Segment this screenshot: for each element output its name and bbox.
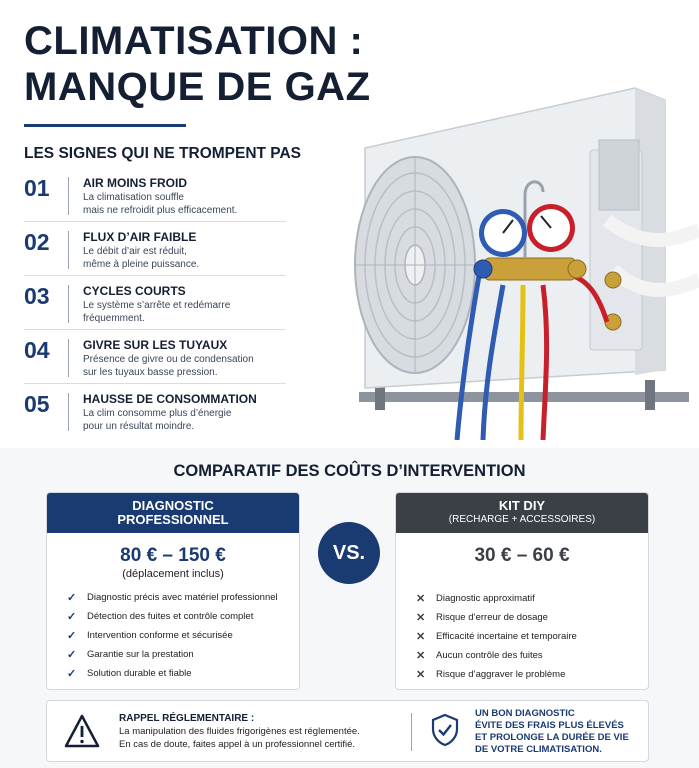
sign-item xyxy=(24,276,286,330)
sign-number: 05 xyxy=(24,391,50,417)
sign-desc-line: Le débit d’air est réduit, xyxy=(83,246,187,257)
sign-item xyxy=(24,168,286,222)
sign-number: 01 xyxy=(24,175,50,201)
pro-card-title-line: DIAGNOSTIC xyxy=(132,498,214,513)
check-icon: ✓ xyxy=(67,592,77,604)
yellow-hose xyxy=(521,285,523,440)
notice-line: La manipulation des fluides frigorigènes est réglementée. xyxy=(119,726,360,737)
signs-list xyxy=(24,168,286,438)
notice-line: En cas de doute, faites appel à un professionnel certifié. xyxy=(119,739,356,750)
cross-icon: ✕ xyxy=(416,650,426,662)
pro-price: 80 € – 150 € xyxy=(120,545,226,566)
connection-box xyxy=(599,140,639,210)
pro-price-note: (déplacement inclus) xyxy=(122,568,224,580)
list-item: ✓ Détection des fuites et contrôle complet xyxy=(67,611,254,623)
sign-number: 04 xyxy=(24,337,50,363)
vs-badge: VS. xyxy=(318,522,380,584)
check-icon: ✓ xyxy=(67,668,77,680)
sign-title: GIVRE SUR LES TUYAUX xyxy=(83,338,228,352)
sign-item xyxy=(24,330,286,384)
sign-desc-line: La clim consomme plus d’énergie xyxy=(83,408,232,419)
sign-desc-line: mais ne refroidit plus efficacement. xyxy=(83,205,238,216)
list-item: ✕ Efficacité incertaine et temporaire xyxy=(416,631,577,643)
sign-desc-line: fréquemment. xyxy=(83,313,145,324)
sign-item xyxy=(24,222,286,276)
sign-divider xyxy=(68,177,69,215)
comparison-title: COMPARATIF DES COÛTS D’INTERVENTION xyxy=(173,462,526,480)
diy-card-subtitle: (RECHARGE + ACCESSOIRES) xyxy=(448,514,596,525)
sign-divider xyxy=(68,339,69,377)
list-item: ✕ Aucun contrôle des fuites xyxy=(416,650,543,662)
notice-divider xyxy=(411,713,412,751)
wall-bracket xyxy=(359,392,689,402)
sign-desc-line: La climatisation souffle xyxy=(83,192,184,203)
bracket-foot xyxy=(645,380,655,410)
diagnostic-tip: UN BON DIAGNOSTIC ÉVITE DES FRAIS PLUS ÉLEVÉS ET PROLONGE LA DURÉE DE VIE DE VOTRE CLIMATISATION. xyxy=(475,708,629,755)
diy-card-title: KIT DIY xyxy=(498,498,546,513)
sign-item xyxy=(24,384,286,438)
sign-title: CYCLES COURTS xyxy=(83,284,186,298)
high-pressure-gauge-icon xyxy=(527,204,575,252)
brass-knob-icon xyxy=(568,260,586,278)
cross-icon: ✕ xyxy=(416,631,426,643)
title-underline xyxy=(24,124,186,127)
sign-desc-line: Présence de givre ou de condensation xyxy=(83,354,254,365)
sign-desc-line: Le système s’arrête et redémarre xyxy=(83,300,231,311)
cross-icon: ✕ xyxy=(416,612,426,624)
diy-card xyxy=(395,492,649,690)
warning-triangle-icon xyxy=(63,713,101,749)
list-item: ✓ Garantie sur la prestation xyxy=(67,649,194,661)
check-icon: ✓ xyxy=(67,611,77,623)
sign-divider xyxy=(68,231,69,269)
signs-subtitle: LES SIGNES QUI NE TROMPENT PAS xyxy=(24,145,302,162)
pro-benefits-list xyxy=(47,588,299,683)
pro-card xyxy=(46,492,300,690)
sign-divider xyxy=(68,285,69,323)
notice-title: RAPPEL RÉGLEMENTAIRE : xyxy=(119,713,255,724)
fan-grille-icon xyxy=(355,157,475,373)
list-item: ✕ Diagnostic approximatif xyxy=(416,593,535,605)
list-item: ✓ Intervention conforme et sécurisée xyxy=(67,630,233,642)
diy-card-header xyxy=(396,493,648,533)
sign-title: FLUX D’AIR FAIBLE xyxy=(83,230,197,244)
sign-divider xyxy=(68,393,69,431)
cross-icon: ✕ xyxy=(416,669,426,681)
check-icon: ✓ xyxy=(67,630,77,642)
low-pressure-gauge-icon xyxy=(479,209,527,257)
pro-card-title-line: PROFESSIONNEL xyxy=(117,512,229,527)
list-item: ✕ Risque d’aggraver le problème xyxy=(416,669,566,681)
cross-icon: ✕ xyxy=(416,593,426,605)
shield-check-icon xyxy=(431,713,459,747)
sign-title: HAUSSE DE CONSOMMATION xyxy=(83,392,257,406)
pro-card-header xyxy=(47,493,299,533)
sign-desc-line: même à pleine puissance. xyxy=(83,259,200,270)
page-title: CLIMATISATION : MANQUE DE GAZ xyxy=(24,19,371,109)
regulatory-notice xyxy=(46,700,649,762)
service-valve-icon xyxy=(605,272,621,288)
ac-unit-illustration xyxy=(345,70,699,440)
list-item: ✓ Diagnostic précis avec matériel professionnel xyxy=(67,592,278,604)
diy-drawbacks-list xyxy=(396,589,648,684)
list-item: ✓ Solution durable et fiable xyxy=(67,668,192,680)
sign-number: 03 xyxy=(24,283,50,309)
sign-desc-line: pour un résultat moindre. xyxy=(83,421,195,432)
sign-desc-line: sur les tuyaux basse pression. xyxy=(83,367,218,378)
sign-title: AIR MOINS FROID xyxy=(83,176,187,190)
manifold-body xyxy=(485,258,575,280)
sign-number: 02 xyxy=(24,229,50,255)
blue-knob-icon xyxy=(474,260,492,278)
diy-price: 30 € – 60 € xyxy=(474,545,570,566)
check-icon: ✓ xyxy=(67,649,77,661)
list-item: ✕ Risque d’erreur de dosage xyxy=(416,612,548,624)
